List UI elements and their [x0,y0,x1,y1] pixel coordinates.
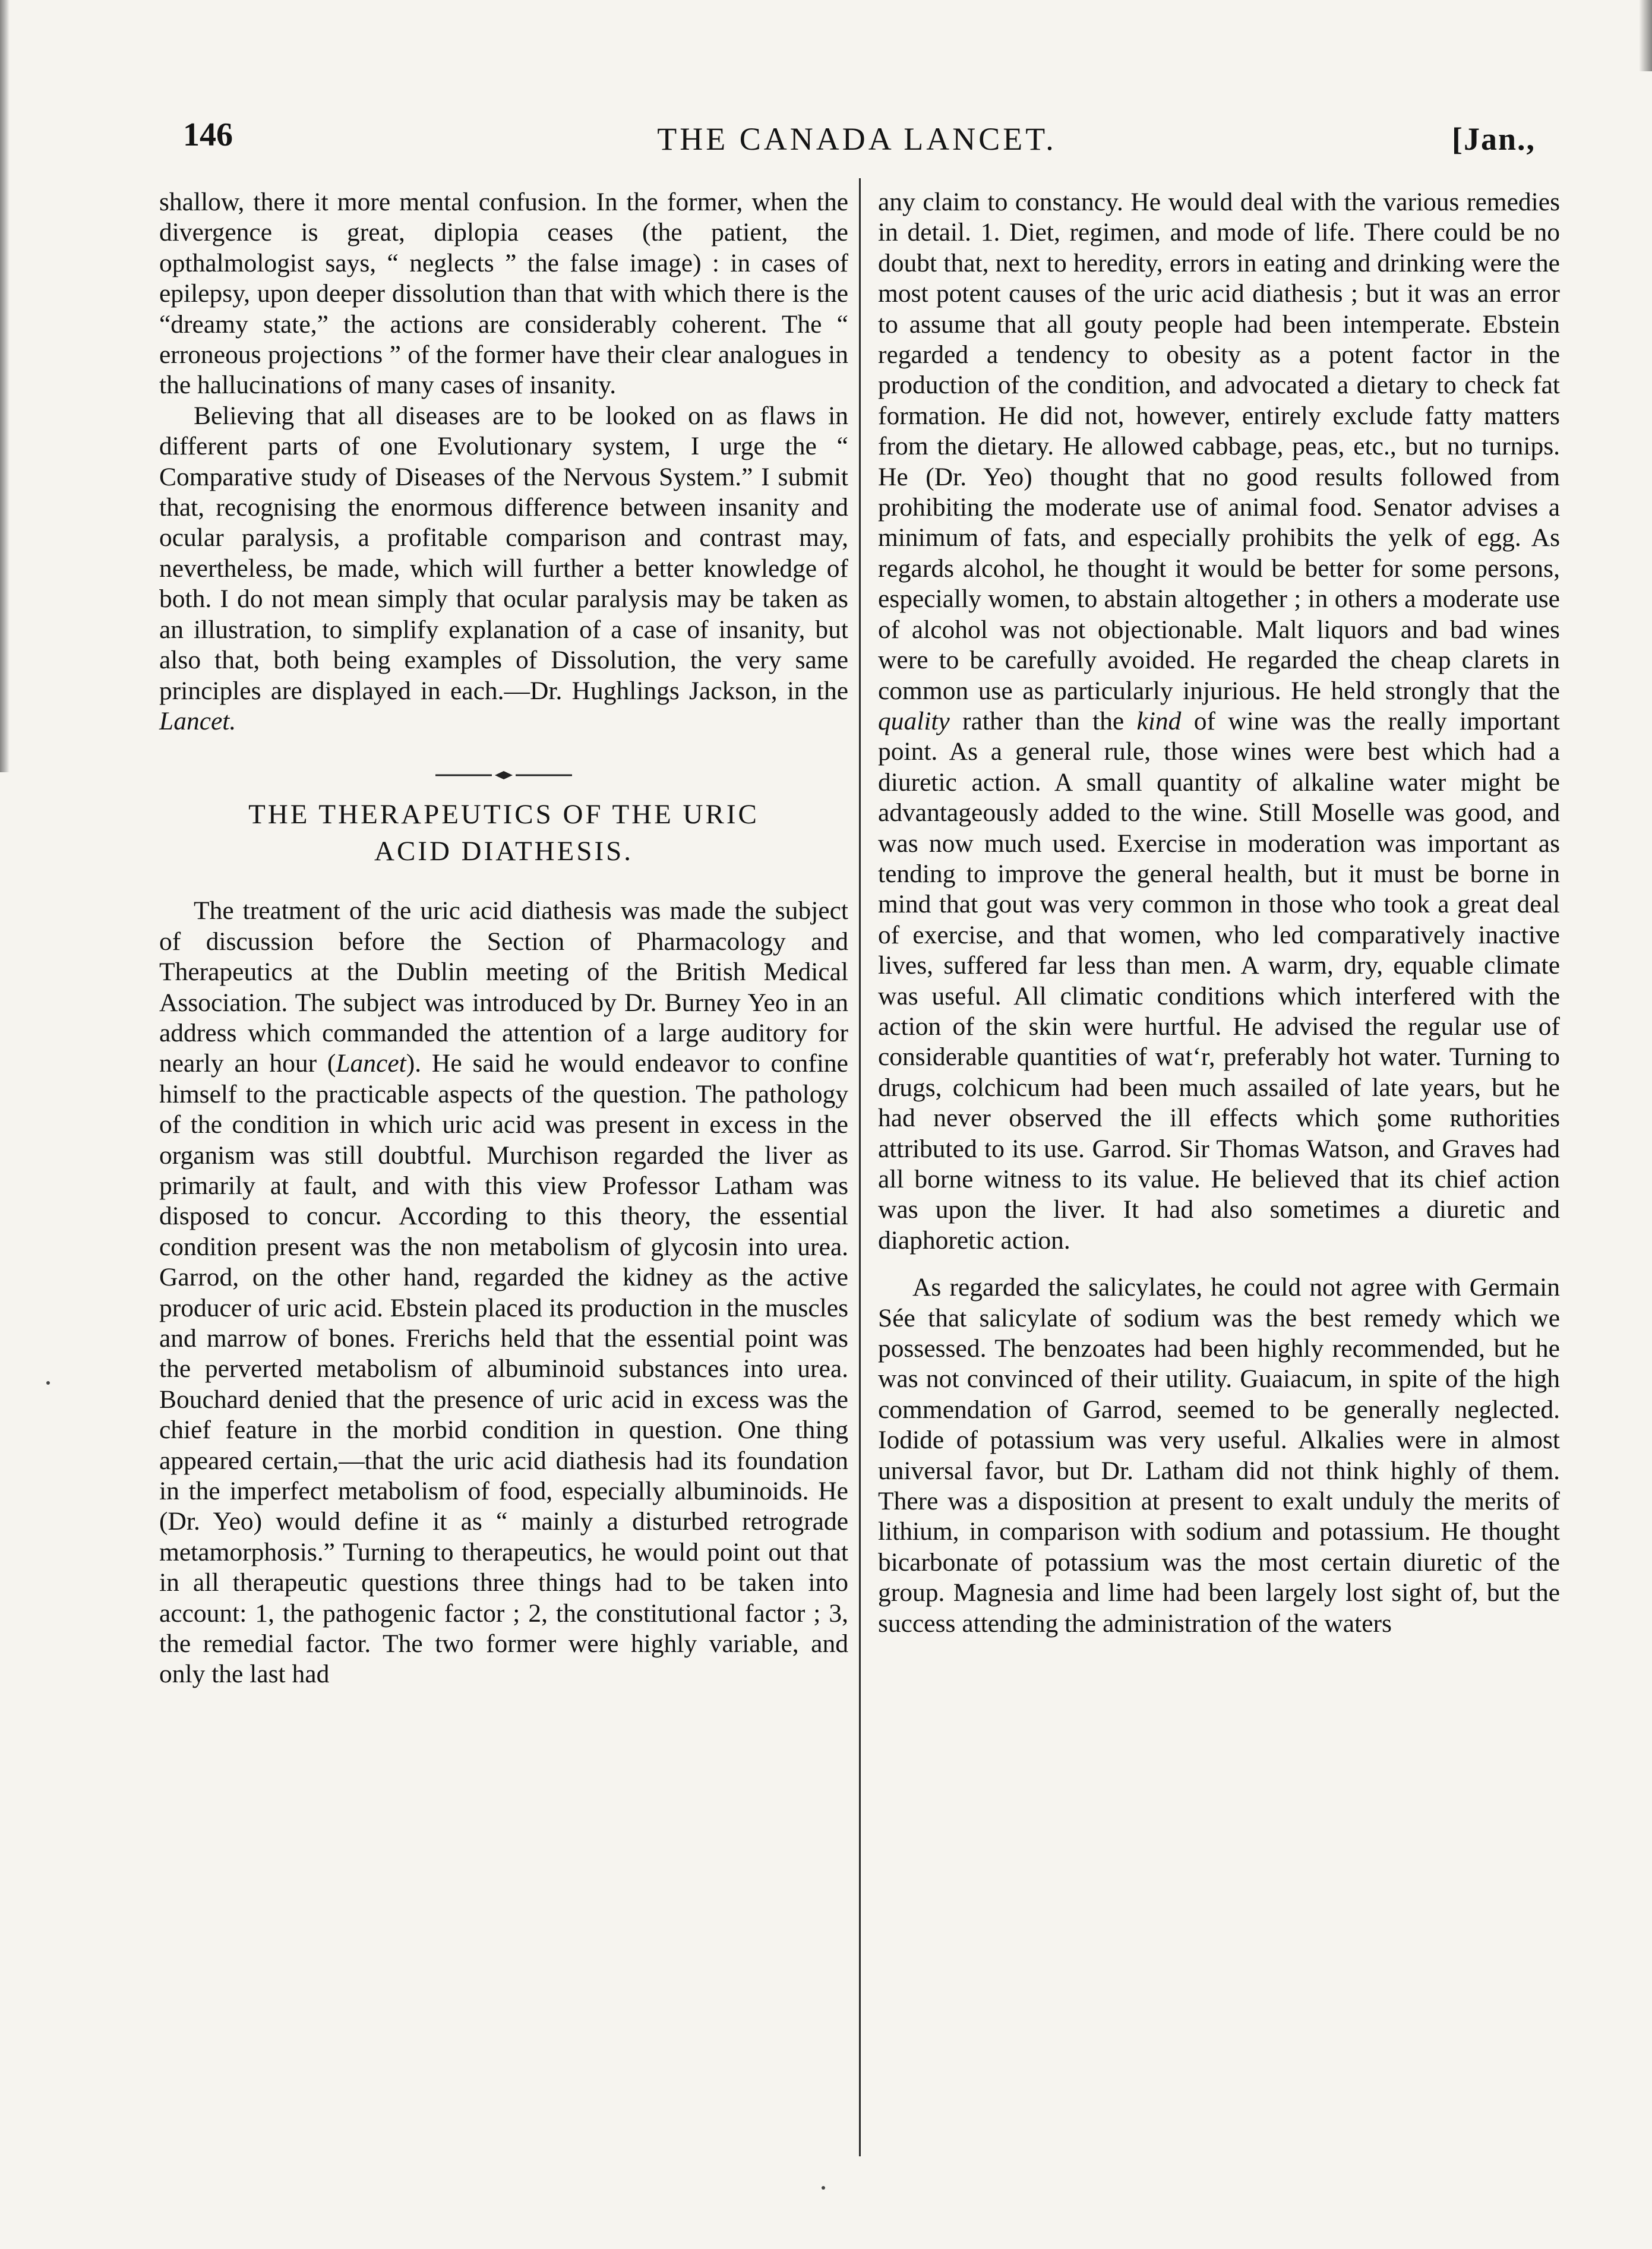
ornament-rule-icon [435,769,572,781]
page-number: 146 [183,116,233,153]
column-divider [859,178,861,2156]
scanned-binding-edge [0,0,10,772]
right-paragraph-remedies [878,187,1560,1256]
section-divider-ornament [159,758,848,782]
left-paragraph-continued: shallow, there it more mental confusion. In the former, when the divergence is great, diplopia ceases (the patient, the opthalmologist says, “ neglects ” the false image) : in cases of epilepsy, upon deeper dissolution than that with which there is the “dreamy state,” the actions are considerably coherent. The “ erroneous projections ” of the former have their clear analogues in the hallucinations of many cases of insanity. [159,188,848,400]
scanned-corner-edge [1639,0,1652,71]
right-paragraph-salicylates: As regarded the salicylates, he could not agree with Germain Sée that salicylate of sodium was the best remedy which we possessed. The benzoates had been highly recommended, but he was not convinced of their utility. Guaiacum, in spite of the high commendation of Garrod, seemed to be generally neglected. Iodide of potassium was very useful. Alkalies were in almost universal favor, but Dr. Latham did not think highly of them. There was a disposition at present to exalt unduly the merits of lithium, in comparison with sodium and potassium. He thought bicarbonate of potassium was the most certain diuretic of the group. Magnesia and lime had been largely lost sight of, but the success attending the administration of the waters [878,1273,1560,1638]
left-paragraph-treatment [159,896,848,1690]
journal-title: THE CANADA LANCET. [657,121,1057,157]
left-paragraph-jackson [159,401,848,737]
article-heading-line-1: THE THERAPEUTICS OF THE URIC [248,799,759,830]
left-column [159,187,848,1690]
scan-speck [822,2186,825,2190]
scan-speck [46,1381,50,1385]
source-citation: Lancet. [159,706,236,735]
issue-month: [Jan., [1451,121,1536,157]
article-heading-line-2: ACID DIATHESIS. [374,836,633,867]
treatment-text-b: ). He said he would endeavor to confine himself to the practicable aspects of the question. The pathology of the condition in which uric acid was present in excess in the organism was still doubtful. Murchison regarded the liver as primarily at fault, and with this view Professor Latham was disposed to concur. According to this theory, the essential condition present was the non metabolism of glycosin into urea. Garrod, on the other hand, regarded the kidney as the active producer of uric acid. Ebstein placed its production in the muscles and marrow of bones. Frerichs held that the essential point was the perverted metabolism of albuminoid substances into urea. Bouchard denied that the presence of uric acid in excess was the chief feature in the morbid condition in question. One thing appeared certain,—that the uric acid diathesis had its foundation in the imperfect metabolism of food, especially albuminoids. He (Dr. Yeo) would define it as “ mainly a disturbed retrograde metamorphosis.” Turning to therapeutics, he would point out that in all therapeutic questions three things had to be taken into account: 1, the pathogenic factor ; 2, the constitutional factor ; 3, the remedial factor. The two former were highly variable, and only the last had [159,1049,848,1689]
running-header [178,116,1536,169]
emphasis-kind: kind [1136,706,1182,735]
treatment-text-a: The treatment of the uric acid diathesis was made the subject of discussion before the Section of Pharmacology and Therapeutics at the Dublin meeting of the British Medical Association. The subject was introduced by Dr. Burney Yeo in an address which commanded the attention of a large auditory for nearly an hour ( [159,896,848,1078]
article-heading [159,796,848,870]
jackson-text: Believing that all diseases are to be looked on as flaws in different parts of one Evolutionary system, I urge the “ Comparative study of Diseases of the Nervous System.” I submit that, recognising the enormous difference between insanity and ocular paralysis, a profitable comparison and contrast may, nevertheless, be made, which will further a better knowledge of both. I do not mean simply that ocular paralysis may be taken as an illustration, to simplify explanation of a case of insanity, but also that, both being examples of Dissolution, the very same principles are displayed in each.—Dr. Hughlings Jackson, in the [159,401,848,705]
right-column [878,187,1560,1639]
lancet-citation: Lancet [336,1049,406,1078]
remedies-text-b: rather than the [962,706,1125,735]
remedies-text-c: of wine was the really important point. As a general rule, those wines were best which had a diuretic action. A small quantity of alkaline water might be advantageously added to the wine. Still Moselle was good, and was now much used. Exercise in moderation was important as tending to improve the general health, but it must be borne in mind that gout was very common in those who took a great deal of exercise, and that women, who led comparatively inactive lives, suffered far less than men. A warm, dry, equable climate was useful. All climatic conditions which interfered with the action of the skin were hurtful. He advised the regular use of considerable quantities of watʻr, preferably hot water. Turning to drugs, colchicum had been much assailed of late years, but he had never observed the ill effects which ʂome ʀuthorities attributed to its use. Garrod. Sir Thomas Watson, and Graves had all borne witness to its value. He believed that its chief action was upon the liver. It had also sometimes a diuretic and diaphoretic action. [878,706,1561,1255]
emphasis-quality: quality [878,706,950,735]
remedies-text-a: any claim to constancy. He would deal with the various remedies in detail. 1. Diet, regimen, and mode of life. There could be no doubt that, next to heredity, errors in eating and drinking were the most potent causes of the uric acid diathesis ; but it was an error to assume that all gouty people had been intemperate. Ebstein regarded a tendency to obesity as a potent factor in the production of the condition, and advocated a dietary to check fat formation. He did not, however, entirely exclude fatty matters from the dietary. He allowed cabbage, peas, etc., but no turnips. He (Dr. Yeo) thought that no good results followed from prohibiting the moderate use of animal food. Senator advises a minimum of fats, and especially prohibits the yelk of egg. As regards alcohol, he thought it would be better for some persons, especially women, to abstain altogether ; in others a moderate use of alcohol was not objectionable. Malt liquors and bad wines were to be carefully avoided. He regarded the cheap clarets in common use as particularly injurious. He held strongly that the [878,188,1560,705]
